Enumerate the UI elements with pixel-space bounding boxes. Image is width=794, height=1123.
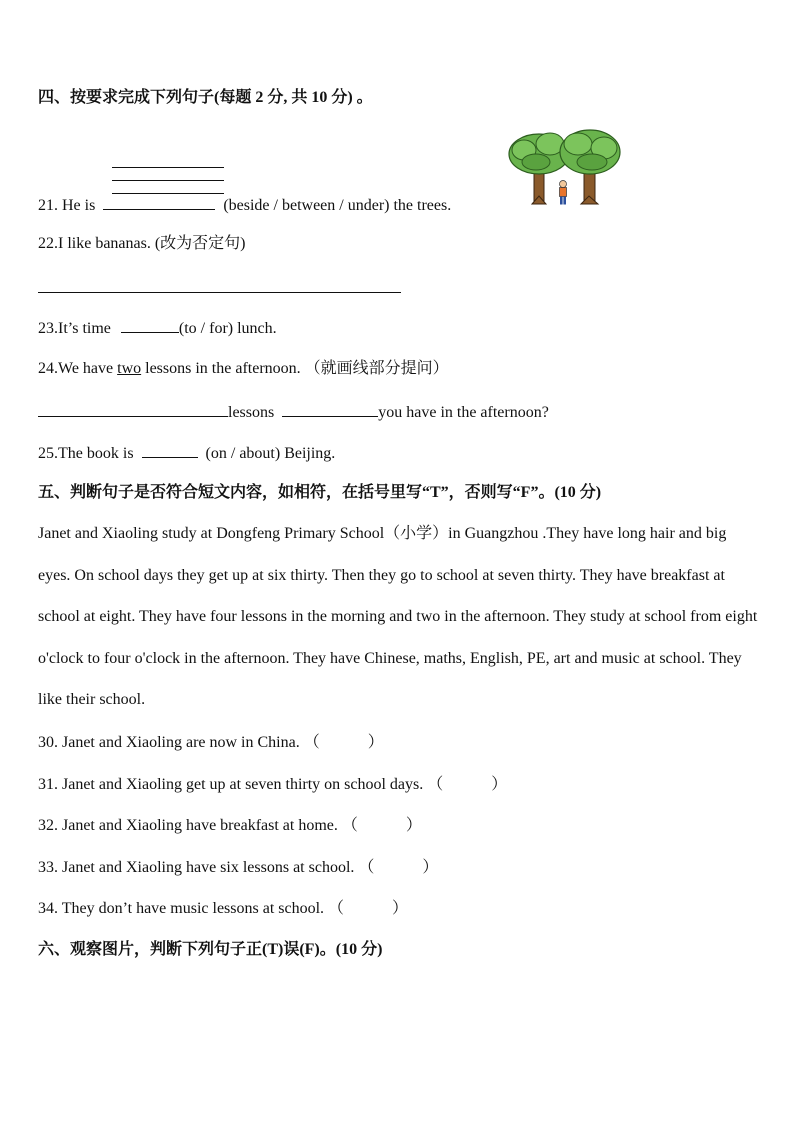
tf-answer-parens[interactable]: （ ） — [303, 734, 384, 751]
q24-answer-end: you have in the afternoon? — [378, 404, 549, 421]
q24-answer-mid: lessons — [228, 404, 275, 421]
tf-answer-parens[interactable]: （ ） — [328, 900, 409, 917]
q24-blank-2[interactable] — [282, 401, 378, 417]
tf-answer-parens[interactable]: （ ） — [358, 859, 439, 876]
tf-answer-parens[interactable]: （ ） — [427, 776, 508, 793]
tf-answer-parens[interactable]: （ ） — [341, 817, 422, 834]
question-21 — [38, 194, 451, 216]
q25-blank[interactable] — [142, 442, 198, 458]
question-24-answer — [38, 401, 549, 423]
q21-prefix: 21. He is — [38, 197, 96, 214]
question-25 — [38, 442, 335, 464]
tf-item-text: 32. Janet and Xiaoling have breakfast at home. — [38, 817, 338, 834]
tf-item-text: 33. Janet and Xiaoling have six lessons at school. — [38, 859, 355, 876]
tf-item-text: 30. Janet and Xiaoling are now in China. — [38, 734, 300, 751]
reading-passage: Janet and Xiaoling study at Dongfeng Primary School（小学）in Guangzhou .They have long hair and big eyes. On school days they get up at six thirty. Then they go to school at seven thirty. They have breakfast at school at eight. They have four lessons in the morning and two in the afternoon. They study at school from eight o'clock to four o'clock in the afternoon. They have Chinese, maths, English, PE, art and music at school. They like their school. — [38, 525, 758, 709]
section-6-heading: 六、观察图片，判断下列句子正(T)误(F)。(10 分) — [38, 941, 383, 958]
q24-suffix: lessons in the afternoon. （就画线部分提问） — [145, 360, 449, 377]
q21-suffix: (beside / between / under) the trees. — [223, 197, 452, 214]
q25-prefix: 25.The book is — [38, 445, 134, 462]
q21-blank[interactable] — [103, 194, 215, 210]
q24-prefix: 24.We have — [38, 360, 114, 377]
section-5-heading: 五、判断句子是否符合短文内容，如相符，在括号里写“T”，否则写“F”。(10 分) — [38, 484, 602, 501]
section-4-heading: 四、按要求完成下列句子(每题 2 分, 共 10 分) 。 — [38, 89, 373, 106]
question-22: 22.I like bananas. (改为否定句) — [38, 235, 246, 252]
q22-answer-line[interactable] — [38, 292, 401, 293]
tf-item-text: 31. Janet and Xiaoling get up at seven thirty on school days. — [38, 776, 424, 793]
tf-item-33 — [38, 858, 438, 878]
tf-item-31 — [38, 775, 507, 795]
tf-item-32 — [38, 816, 422, 836]
tf-item-text: 34. They don’t have music lessons at school. — [38, 900, 325, 917]
q23-prefix: 23.It’s time — [38, 320, 111, 337]
question-23 — [38, 317, 277, 339]
trees-illustration — [506, 128, 622, 210]
q24-blank-1[interactable] — [38, 401, 228, 417]
q23-blank[interactable] — [121, 317, 179, 333]
question-24 — [38, 359, 449, 379]
tf-item-34 — [38, 899, 408, 919]
q24-underlined-word: two — [117, 360, 142, 377]
q25-suffix: (on / about) Beijing. — [205, 445, 336, 462]
tf-item-30 — [38, 733, 384, 753]
q23-suffix: (to / for) lunch. — [178, 320, 277, 337]
